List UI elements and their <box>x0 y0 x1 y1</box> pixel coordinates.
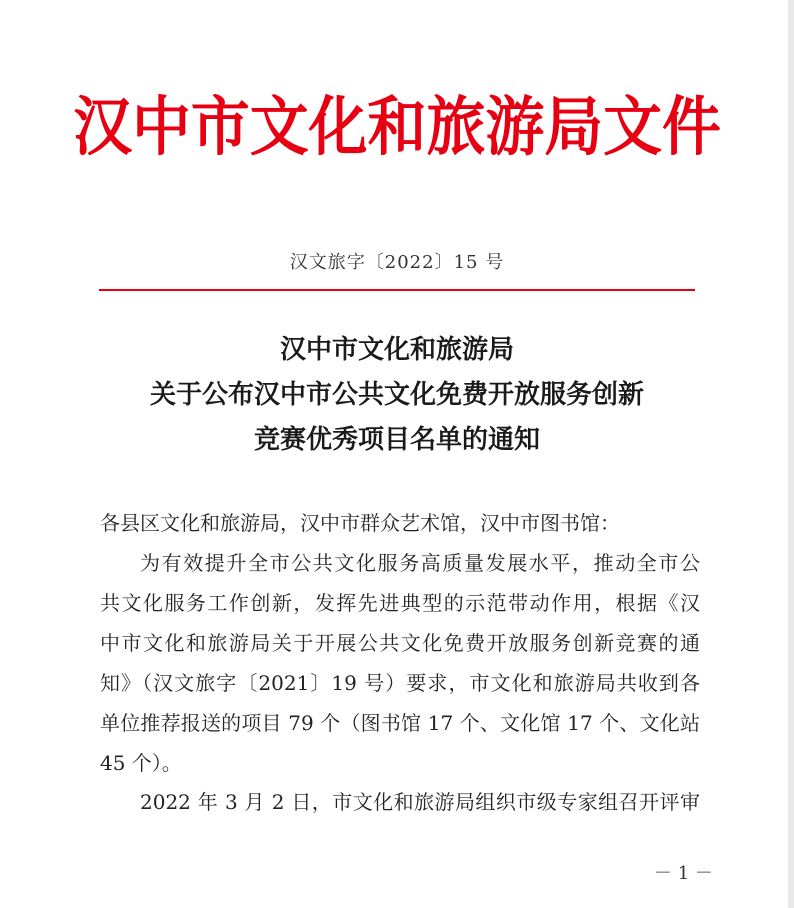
red-masthead: 汉中市文化和旅游局文件 <box>73 90 721 165</box>
paragraph-2-line-1: 2022 年 3 月 2 日，市文化和旅游局组织市级专家组召开评审 <box>140 790 700 814</box>
paragraph-1-line-6: 45 个）。 <box>100 751 182 775</box>
title-line-1: 汉中市文化和旅游局 <box>279 335 514 365</box>
paragraph-1-line-5: 单位推荐报送的项目 79 个（图书馆 17 个、文化馆 17 个、文化站 <box>100 711 700 735</box>
notice-title <box>60 328 734 463</box>
paragraph-1 <box>100 543 700 783</box>
paragraph-1-line-2: 共文化服务工作创新，发挥先进典型的示范带动作用，根据《汉 <box>100 591 700 615</box>
page-number: － 1 － <box>654 863 713 884</box>
title-line-2: 关于公布汉中市公共文化免费开放服务创新 <box>149 380 644 410</box>
paragraph-2 <box>100 782 700 822</box>
paragraph-1-line-3: 中市文化和旅游局关于开展公共文化免费开放服务创新竞赛的通 <box>100 631 700 655</box>
salutation: 各县区文化和旅游局，汉中市群众艺术馆，汉中市图书馆： <box>100 511 620 535</box>
title-line-3: 竞赛优秀项目名单的通知 <box>253 425 540 455</box>
page-edge-shadow <box>788 0 794 908</box>
paragraph-1-line-4: 知》（汉文旅字〔2021〕19 号）要求，市文化和旅游局共收到各 <box>100 671 700 695</box>
paragraph-1-line-1: 为有效提升全市公共文化服务高质量发展水平，推动全市公 <box>140 551 700 575</box>
document-number: 汉文旅字〔2022〕15 号 <box>289 252 505 273</box>
red-divider-line <box>99 289 695 291</box>
